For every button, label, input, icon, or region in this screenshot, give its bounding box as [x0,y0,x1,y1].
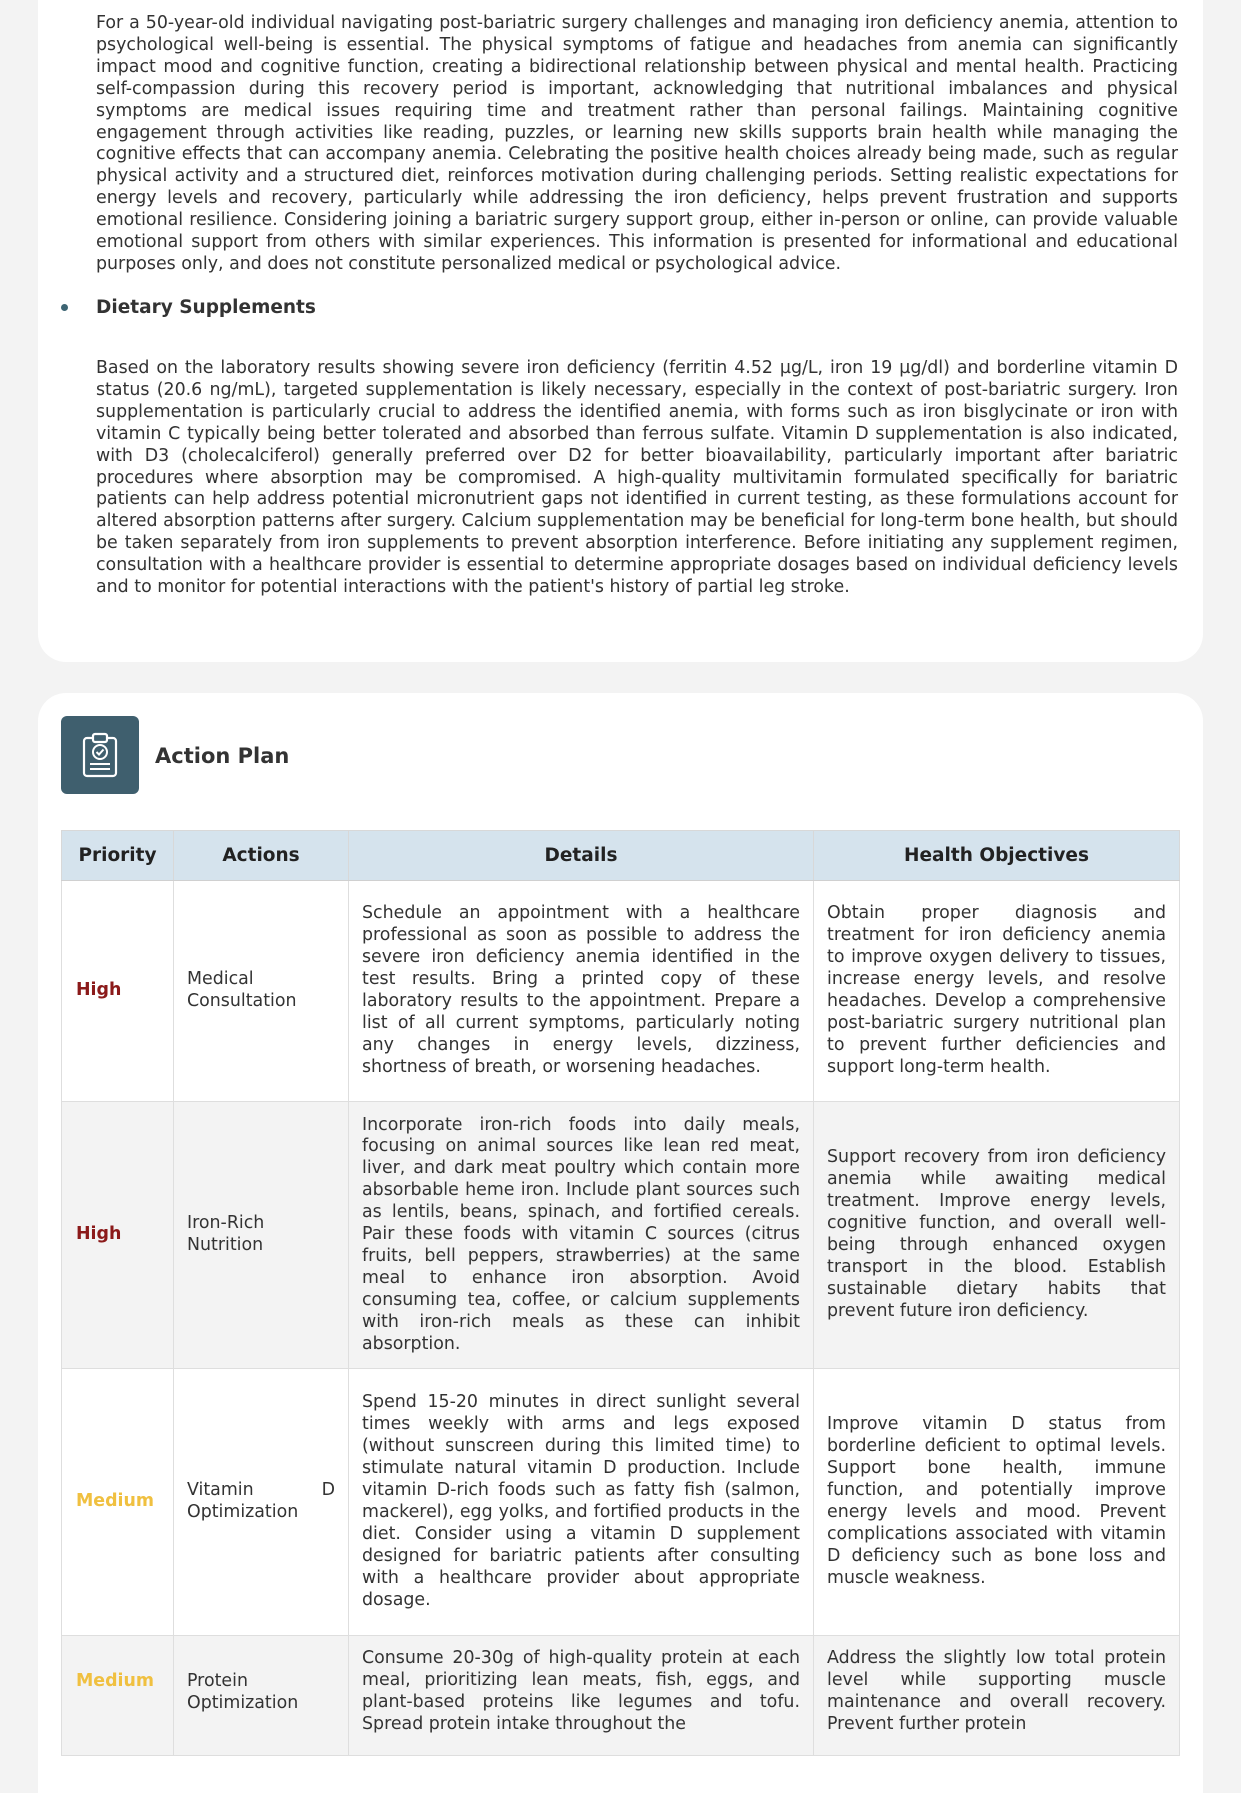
clipboard-check-icon [61,716,139,794]
action-plan-table [61,830,1180,1756]
table-row [62,1636,1180,1756]
action-cell: Iron-Rich Nutrition [174,1102,349,1369]
action-cell: Protein Optimization [174,1636,349,1756]
bullet-dot-icon [61,304,68,311]
column-header-objectives: Health Objectives [814,831,1180,881]
priority-cell: High [62,881,174,1102]
wellbeing-paragraph: For a 50-year-old individual navigating post-bariatric surgery challenges and managing iron deficiency anemia, attention to psychological well-being is essential. The physical symptoms of fatigue and headaches from anemia can significantly impact mood and cognitive function, creating a bidirectional relationship between physical and mental health. Practicing self-compassion during this recovery period is important, acknowledging that nutritional imbalances and physical symptoms are medical issues requiring time and treatment rather than personal failings. Maintaining cognitive engagement through activities like reading, puzzles, or learning new skills supports brain health while managing the cognitive effects that can accompany anemia. Celebrating the positive health choices already being made, such as regular physical activity and a structured diet, reinforces motivation during challenging periods. Setting realistic expectations for energy levels and recovery, particularly while addressing the iron deficiency, helps prevent frustration and supports emotional resilience. Considering joining a bariatric surgery support group, either in-person or online, can provide valuable emotional support from others with similar experiences. This information is presented for informational and educational purposes only, and does not constitute personalized medical or psychological advice. [96,13,1178,274]
objectives-cell: Improve vitamin D status from borderline deficient to optimal levels. Support bone health, immune function, and potentially improve energy levels and mood. Prevent complications associated with vitamin D deficiency such as bone loss and muscle weakness. [814,1369,1180,1636]
priority-cell: Medium [62,1636,174,1756]
action-plan-card [38,693,1203,1793]
details-cell: Consume 20-30g of high-quality protein at each meal, prioritizing lean meats, fish, eggs, and plant-based proteins like legumes and tofu. Spread protein intake throughout the [349,1636,814,1756]
table-row [62,1369,1180,1636]
column-header-priority: Priority [62,831,174,881]
table-header-row [62,831,1180,881]
table-row [62,881,1180,1102]
details-cell: Incorporate iron-rich foods into daily meals, focusing on animal sources like lean red meat, liver, and dark meat poultry which contain more absorbable heme iron. Include plant sources such as lentils, beans, spinach, and fortified cereals. Pair these foods with vitamin C sources (citrus fruits, bell peppers, strawberries) at the same meal to enhance iron absorption. Avoid consuming tea, coffee, or calcium supplements with iron-rich meals as these can inhibit absorption. [349,1102,814,1369]
details-cell: Schedule an appointment with a healthcare professional as soon as possible to address the severe iron deficiency anemia identified in the test results. Bring a printed copy of these laboratory results to the appointment. Prepare a list of all current symptoms, particularly noting any changes in energy levels, dizziness, shortness of breath, or worsening headaches. [349,881,814,1102]
action-plan-title: Action Plan [155,744,290,768]
supplements-paragraph: Based on the laboratory results showing severe iron deficiency (ferritin 4.52 µg/L, iron 19 µg/dl) and borderline vitamin D status (20.6 ng/mL), targeted supplementation is likely necessary, especially in the context of post-bariatric surgery. Iron supplementation is particularly crucial to address the identified anemia, with forms such as iron bisglycinate or iron with vitamin C typically being better tolerated and absorbed than ferrous sulfate. Vitamin D supplementation is also indicated, with D3 (cholecalciferol) generally preferred over D2 for better bioavailability, particularly important after bariatric procedures where absorption may be compromised. A high-quality multivitamin formulated specifically for bariatric patients can help address potential micronutrient gaps not identified in current testing, as these formulations account for altered absorption patterns after surgery. Calcium supplementation may be beneficial for long-term bone health, but should be taken separately from iron supplements to prevent absorption interference. Before initiating any supplement regimen, consultation with a healthcare provider is essential to determine appropriate dosages based on individual deficiency levels and to monitor for potential interactions with the patient's history of partial leg stroke. [96,358,1178,598]
overview-card [38,0,1203,662]
details-cell: Spend 15-20 minutes in direct sunlight several times weekly with arms and legs exposed (without sunscreen during this limited time) to stimulate natural vitamin D production. Include vitamin D-rich foods such as fatty fish (salmon, mackerel), egg yolks, and fortified products in the diet. Consider using a vitamin D supplement designed for bariatric patients after consulting with a healthcare provider about appropriate dosage. [349,1369,814,1636]
column-header-details: Details [349,831,814,881]
objectives-cell: Obtain proper diagnosis and treatment for iron deficiency anemia to improve oxygen delivery to tissues, increase energy levels, and resolve headaches. Develop a comprehensive post-bariatric surgery nutritional plan to prevent further deficiencies and support long-term health. [814,881,1180,1102]
objectives-cell: Address the slightly low total protein level while supporting muscle maintenance and overall recovery. Prevent further protein [814,1636,1180,1756]
column-header-actions: Actions [174,831,349,881]
objectives-cell: Support recovery from iron deficiency anemia while awaiting medical treatment. Improve energy levels, cognitive function, and overall well-being through enhanced oxygen transport in the blood. Establish sustainable dietary habits that prevent future iron deficiency. [814,1102,1180,1369]
action-cell: Medical Consultation [174,881,349,1102]
action-cell: Vitamin D Optimization [174,1369,349,1636]
priority-cell: High [62,1102,174,1369]
table-row [62,1102,1180,1369]
supplements-heading: Dietary Supplements [96,297,316,318]
priority-cell: Medium [62,1369,174,1636]
